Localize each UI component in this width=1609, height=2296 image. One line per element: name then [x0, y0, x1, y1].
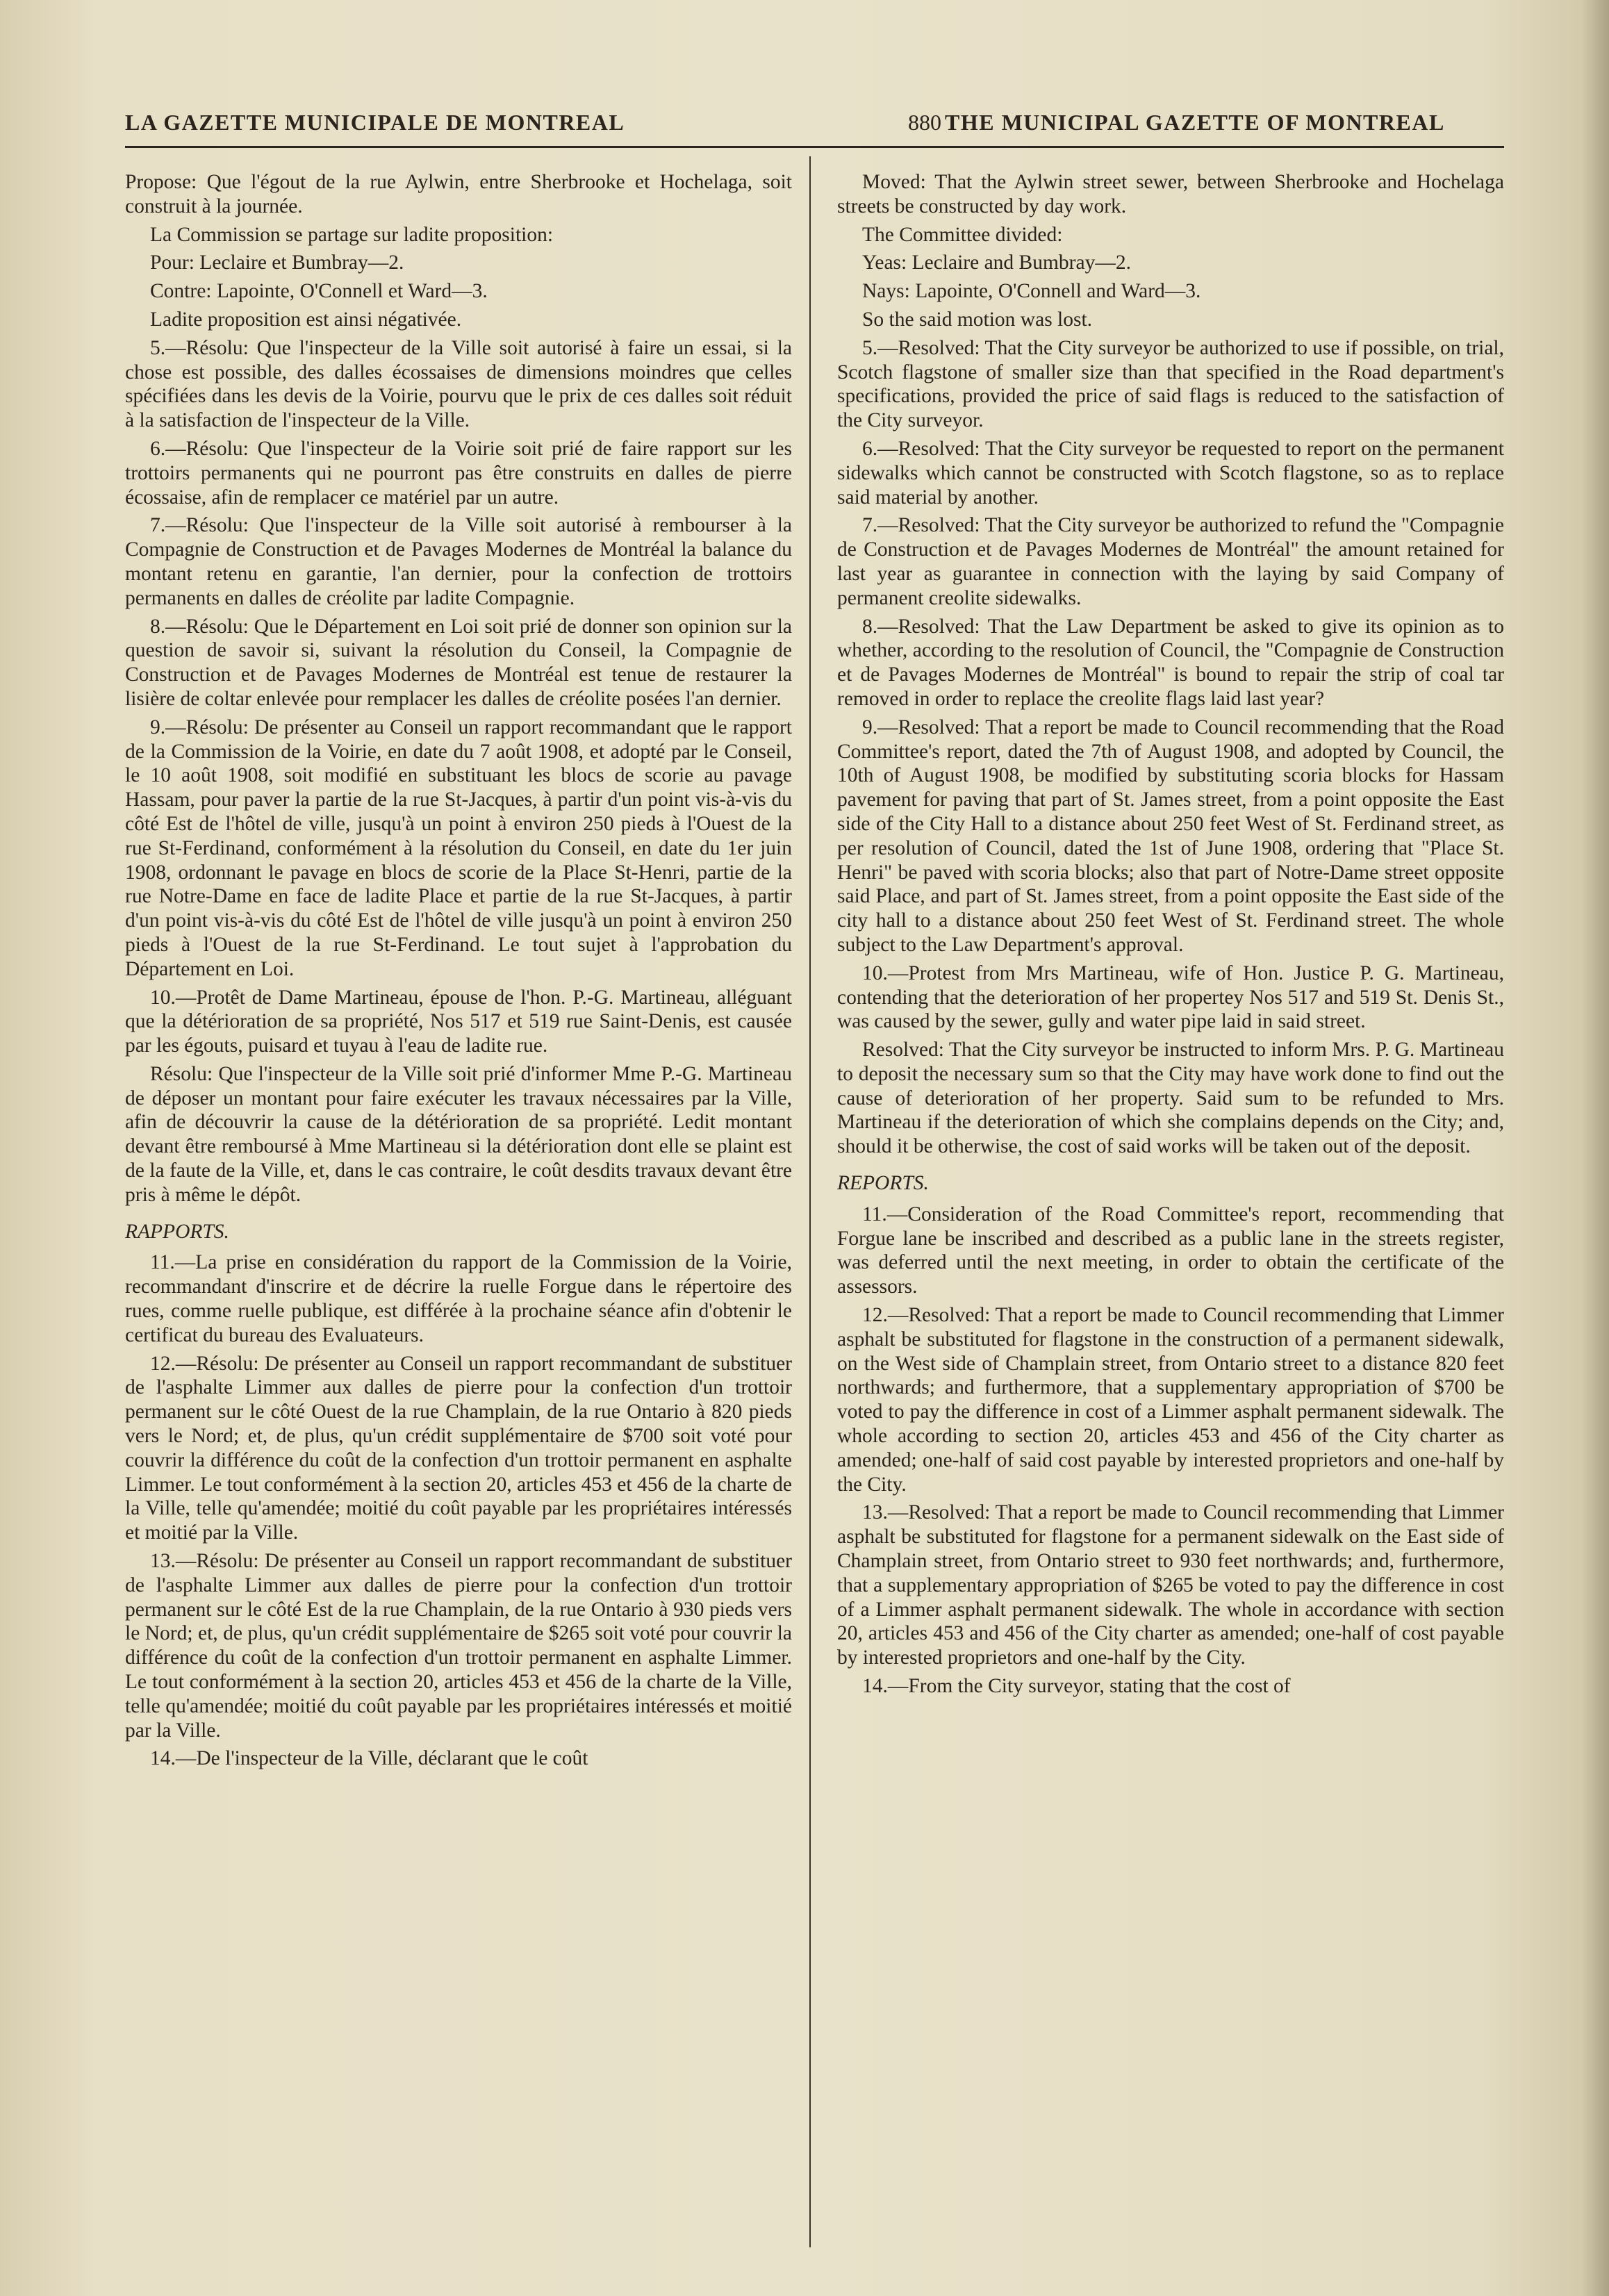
paragraph-nays: Nays: Lapointe, O'Connell and Ward—3.	[862, 280, 1201, 303]
paragraph-7-en: 7.—Resolved: That the City surveyor be authorized to refund the "Compagnie de Construction et de Pavages Modernes de Montréal" the amount retained for last year as guarantee in connection with the laying by said Company of permanent creolite sidewalks.	[837, 514, 1504, 609]
paragraph-6-en: 6.—Resolved: That the City surveyor be requested to report on the permanent sidewalks which cannot be constructed with Scotch flagstone, so as to replace said material by another.	[837, 437, 1504, 509]
english-column	[837, 170, 1504, 1703]
paragraph-11: 11.—La prise en considération du rapport de la Commission de la Voirie, recommandant d'inscrire et de décrire la ruelle Forgue dans le répertoire des rues, comme ruelle publique, est différée à la prochaine séance afin d'obtenir le certificat du bureau des Evaluateurs.	[125, 1251, 792, 1346]
paragraph-6: 6.—Résolu: Que l'inspecteur de la Voirie soit prié de faire rapport sur les trottoirs permanents qui ne pourront pas être construits en dalles de pierre écossaise, afin de remplacer ce matériel par un autre.	[125, 437, 792, 509]
paragraph-13-en: 13.—Resolved: That a report be made to Council recommending that Limmer asphalt be substituted for flagstone for a permanent sidewalk on the East side of Champlain street, from Ontario street to 930 feet northwards; and, furthermore, that a supplementary appropriation of $265 be voted to pay the difference in cost of a Limmer asphalt permanent sidewalk. The whole in accordance with section 20, articles 453 and 456 of the City charter as amended; one-half of cost payable by interested proprietors and one-half by the City.	[837, 1501, 1504, 1669]
paragraph-10-en: 10.—Protest from Mrs Martineau, wife of Hon. Justice P. G. Martineau, contending that the deterioration of her propertey Nos 517 and 519 St. Denis St., was caused by the sewer, gully and water pipe laid in said street.	[837, 961, 1504, 1033]
french-column	[125, 170, 792, 1775]
paragraph-14-en: 14.—From the City surveyor, stating that the cost of	[862, 1675, 1291, 1698]
paragraph-9: 9.—Résolu: De présenter au Conseil un rapport recommandant que le rapport de la Commission de la Voirie, en date du 7 août 1908, et adopté par le Conseil, le 10 août 1908, soit modifié en substituant les blocs de scorie au pavage Hassam, pour paver la partie de la rue St-Jacques, à partir d'un point vis-à-vis du côté Est de l'hôtel de ville, jusqu'à un point à environ 250 pieds à l'Ouest de la rue St-Ferdinand, conformément à la résolution du Conseil, en date du 1er juin 1908, ordonnant le pavage en blocs de scorie de la Place St-Henri, partie de la rue Notre-Dame en face de ladite Place et partie de la rue St-Jacques, à partir d'un point vis-à-vis du côté Est de l'hôtel de ville jusqu'à un point à environ 250 pieds à l'Ouest de la rue St-Ferdinand. Le tout sujet à l'approbation du Département en Loi.	[125, 716, 792, 980]
paragraph-motion-lost: So the said motion was lost.	[862, 308, 1093, 331]
binding-shadow	[1581, 0, 1609, 2296]
paragraph-commission-divided: La Commission se partage sur ladite proposition:	[150, 223, 554, 246]
paragraph-11-en: 11.—Consideration of the Road Committee's report, recommending that Forgue lane be inscribed and described as a public lane in the streets register, was deferred until the next meeting, in order to obtain the certificate of the assessors.	[837, 1203, 1504, 1298]
paragraph-yeas: Yeas: Leclaire and Bumbray—2.	[862, 251, 1131, 274]
paragraph-14: 14.—De l'inspecteur de la Ville, déclarant que le coût	[150, 1747, 588, 1770]
paragraph-pour: Pour: Leclaire et Bumbray—2.	[150, 251, 404, 274]
paragraph-5: 5.—Résolu: Que l'inspecteur de la Ville soit autorisé à faire un essai, si la chose est possible, des dalles écossaises de dimensions moindres que celles spécifiées dans les devis de la Voirie, pourvu que le prix de ces dalles soit réduit à la satisfaction de l'inspecteur de la Ville.	[125, 336, 792, 432]
header-title-english: THE MUNICIPAL GAZETTE OF MONTREAL	[945, 110, 1445, 135]
paragraph-10-resolu: Résolu: Que l'inspecteur de la Ville soit prié d'informer Mme P.-G. Martineau de déposer un montant pour faire exécuter les travaux nécessaires par la Ville, afin de découvrir la cause de la détérioration de sa propriété. Ledit montant devant être remboursé à Mme Martineau si la détérioration dont elle se plaint est de la faute de la Ville, et, dans le cas contraire, le coût desdits travaux devant être pris à même le dépôt.	[125, 1062, 792, 1206]
paragraph-negativee: Ladite proposition est ainsi négativée.	[150, 308, 462, 331]
paragraph-contre: Contre: Lapointe, O'Connell et Ward—3.	[150, 280, 488, 303]
paragraph-committee-divided: The Committee divided:	[862, 223, 1063, 246]
paragraph-moved: Moved: That the Aylwin street sewer, between Sherbrooke and Hochelaga streets be constructed by day work.	[837, 171, 1504, 217]
header-title-french: LA GAZETTE MUNICIPALE DE MONTREAL	[125, 110, 625, 135]
paragraph-propose: Propose: Que l'égout de la rue Aylwin, entre Sherbrooke et Hochelaga, soit construit à la journée.	[125, 171, 792, 217]
section-heading-reports: REPORTS.	[837, 1172, 929, 1195]
paragraph-9-en: 9.—Resolved: That a report be made to Council recommending that the Road Committee's report, dated the 7th of August 1908, and adopted by Council, the 10th of August 1908, be modified by substituting scoria blocks for Hassam pavement for paving that part of St. James street, from a point opposite the East side of the City Hall to a distance about 250 feet West of St. Ferdinand street, as per resolution of Council, dated the 1st of June 1908, ordering that "Place St. Henri" be paved with scoria blocks; also that part of Notre-Dame street opposite said Place, and part of St. James street, from a point opposite the East side of the city hall to a distance about 250 feet West of St. Ferdinand street. The whole subject to the Law Department's approval.	[837, 716, 1504, 956]
paragraph-8-en: 8.—Resolved: That the Law Department be asked to give its opinion as to whether, according to the resolution of Council, the "Compagnie de Construction et de Pavages Modernes de Montréal" is bound to repair the strip of coal tar removed in order to replace the creolite flags laid last year?	[837, 615, 1504, 710]
paragraph-7: 7.—Résolu: Que l'inspecteur de la Ville soit autorisé à rembourser à la Compagnie de Construction et de Pavages Modernes de Montréal la balance du montant retenu en garantie, l'an dernier, pour la confection de trottoirs permanents en dalles de créolite par ladite Compagnie.	[125, 514, 792, 609]
paragraph-5-en: 5.—Resolved: That the City surveyor be authorized to use if possible, on trial, Scotch flagstone of smaller size than that specified in the Road department's specifications, provided the price of said flags is reduced to the satisfaction of the City surveyor.	[837, 336, 1504, 432]
paragraph-10: 10.—Protêt de Dame Martineau, épouse de l'hon. P.-G. Martineau, alléguant que la détérioration de sa propriété, Nos 517 et 519 rue Saint-Denis, est causée par les égouts, puisard et tuyau à l'eau de ladite rue.	[125, 986, 792, 1057]
page-number: 880	[908, 110, 941, 135]
paragraph-12-en: 12.—Resolved: That a report be made to Council recommending that Limmer asphalt be substituted for flagstone in the construction of a permanent sidewalk, on the West side of Champlain street, from Ontario street to a distance 820 feet northwards; and furthermore, that a supplementary appropriation of $700 be voted to pay the difference in cost of a Limmer asphalt permanent sidewalk. The whole according to section 20, articles 453 and 456 of the City charter as amended; one-half of said cost payable by interested proprietors and one-half by the City.	[837, 1304, 1504, 1496]
header-rule	[125, 146, 1504, 148]
page-header	[104, 110, 1528, 144]
paragraph-8: 8.—Résolu: Que le Département en Loi soit prié de donner son opinion sur la question de savoir si, suivant la résolution du Conseil, la Compagnie de Construction et de Pavages Modernes de Montréal est tenue de restaurer la lisière de coltar enlevée pour remplacer les dalles de créolite posées l'an dernier.	[125, 615, 792, 710]
paragraph-13: 13.—Résolu: De présenter au Conseil un rapport recommandant de substituer de l'asphalte Limmer aux dalles de pierre pour la confection d'un trottoir permanent sur le côté Est de la rue Champlain, de la rue Ontario à 930 pieds vers le Nord; et, de plus, qu'un crédit supplémentaire de $265 soit voté pour couvrir la différence du coût de la confection d'un trottoir permanent en asphalte Limmer. Le tout conformément à la section 20, articles 453 et 456 de la charte de la Ville, telle qu'amendée; moitié du coût payable par les propriétaires intéressés et moitié par la Ville.	[125, 1550, 792, 1742]
column-divider	[809, 156, 811, 2247]
paragraph-10-resolved-en: Resolved: That the City surveyor be instructed to inform Mrs. P. G. Martineau to deposit the necessary sum so that the City may have work done to find out the cause of deterioration of her property. Said sum to be refunded to Mrs. Martineau if the deterioration of which she complains depends on the City; and, should it be otherwise, the cost of said works will be taken out of the deposit.	[837, 1039, 1504, 1158]
paragraph-12: 12.—Résolu: De présenter au Conseil un rapport recommandant de substituer de l'asphalte Limmer aux dalles de pierre pour la confection d'un trottoir permanent sur le côté Ouest de la rue Champlain, de la rue Ontario à 820 pieds vers le Nord; et, de plus, qu'un crédit supplémentaire de $700 soit voté pour couvrir la différence du coût de la confection d'un trottoir permanent en asphalte Limmer. Le tout conformément à la section 20, articles 453 et 456 de la charte de la Ville, telle qu'amendée; moitié du coût payable par les propriétaires intéressés et moitié par la Ville.	[125, 1352, 792, 1544]
section-heading-rapports: RAPPORTS.	[125, 1220, 229, 1243]
